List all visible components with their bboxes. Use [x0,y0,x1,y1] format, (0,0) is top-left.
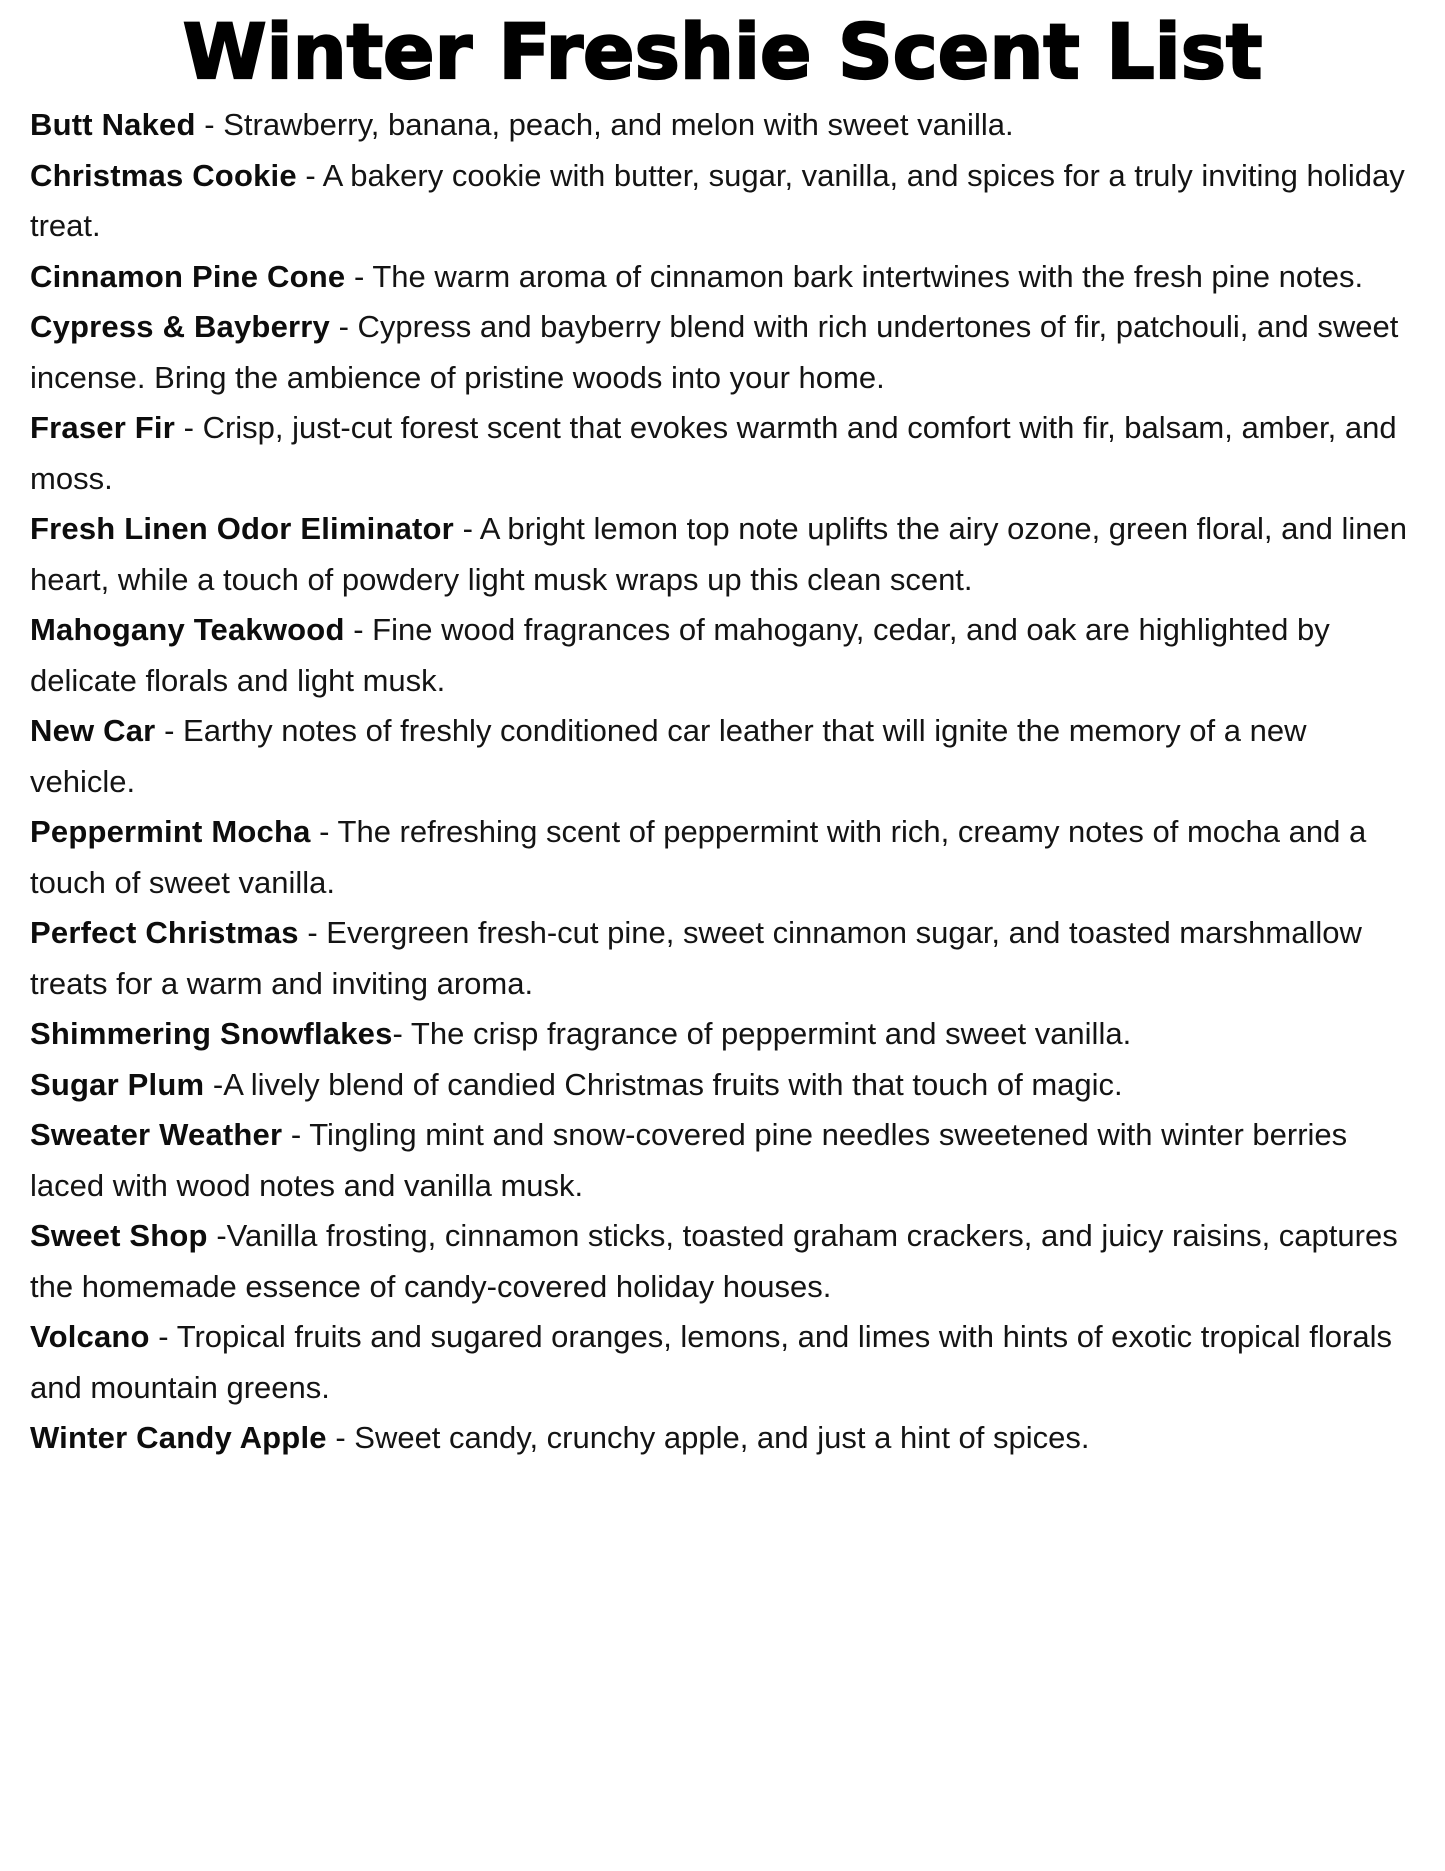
scent-separator: - [195,107,224,142]
scent-description: Earthy notes of freshly conditioned car leather that will ignite the memory of a new vehicle. [30,713,1307,799]
scent-separator: - [296,157,323,193]
scent-name: Perfect Christmas [30,915,299,951]
scent-description: Vanilla frosting, cinnamon sticks, toasted graham crackers, and juicy raisins, captures the homemade essence of candy-covered holiday houses. [30,1218,1398,1304]
scent-item [30,807,1417,908]
scent-separator: - [344,612,373,648]
scent-description: Strawberry, banana, peach, and melon with sweet vanilla. [223,107,1014,142]
scent-name: Butt Naked [30,107,196,142]
scent-separator: - [453,511,480,547]
scent-separator: - [310,814,338,850]
scent-name: Shimmering Snowflakes [30,1016,393,1052]
scent-name: Mahogany Teakwood [30,612,345,648]
scent-description: The crisp fragrance of peppermint and sweet vanilla. [410,1016,1132,1052]
scent-item [30,1413,1417,1464]
scent-name: Peppermint Mocha [30,814,311,850]
scent-item [30,302,1417,403]
scent-item [30,706,1417,807]
scent-name: Sweater Weather [30,1117,283,1153]
scent-item [30,908,1417,1009]
scent-description: Fine wood fragrances of mahogany, cedar, and oak are highlighted by delicate florals and light musk. [30,612,1330,698]
scent-separator: - [149,1319,177,1355]
scent-separator: - [282,1117,310,1153]
page-title: Winter Freshie Scent List [182,7,1263,96]
scent-item [30,100,1417,151]
scent-description: Evergreen fresh-cut pine, sweet cinnamon sugar, and toasted marshmallow treats for a warm and inviting aroma. [30,915,1362,1001]
scent-name: Christmas Cookie [30,157,297,193]
scent-item [30,1312,1417,1413]
scent-name: Cypress & Bayberry [30,309,330,345]
scent-description: Crisp, just-cut forest scent that evokes warmth and comfort with fir, balsam, amber, and moss. [30,410,1397,496]
scent-description: A lively blend of candied Christmas fruits with that touch of magic. [223,1066,1123,1102]
scent-separator: - [155,713,184,749]
scent-item [30,504,1417,605]
scent-separator: - [204,1066,224,1102]
scent-separator: - [207,1218,227,1254]
scent-separator: - [298,915,327,951]
scent-list [0,96,1445,1464]
scent-name: Sweet Shop [30,1218,208,1254]
scent-description: A bright lemon top note uplifts the airy ozone, green floral, and linen heart, while a touch of powdery light musk wraps up this clean scent. [30,511,1407,597]
scent-name: Winter Candy Apple [30,1420,327,1456]
scent-name: Cinnamon Pine Cone [30,258,346,294]
scent-description: Sweet candy, crunchy apple, and just a hint of spices. [354,1420,1090,1456]
scent-separator: - [326,1420,355,1456]
scent-item [30,1009,1417,1060]
scent-item [30,252,1417,303]
scent-name: New Car [30,713,156,749]
scent-name: Sugar Plum [30,1066,205,1102]
scent-description: Tropical fruits and sugared oranges, lemons, and limes with hints of exotic tropical florals and mountain greens. [30,1319,1392,1405]
scent-name: Fresh Linen Odor Eliminator [30,511,454,547]
scent-item [30,605,1417,706]
scent-name: Fraser Fir [30,410,176,446]
scent-separator: - [329,309,358,345]
scent-separator: - [345,258,373,294]
scent-item [30,403,1417,504]
scent-description: The warm aroma of cinnamon bark intertwines with the fresh pine notes. [372,258,1364,294]
scent-item [30,1060,1417,1111]
scent-item [30,151,1417,252]
scent-name: Volcano [30,1319,150,1355]
scent-description: Tingling mint and snow-covered pine needles sweetened with winter berries laced with wood notes and vanilla musk. [30,1117,1348,1203]
scent-description: A bakery cookie with butter, sugar, vanilla, and spices for a truly inviting holiday treat. [30,157,1405,244]
scent-description: The refreshing scent of peppermint with rich, creamy notes of mocha and a touch of sweet vanilla. [30,814,1367,900]
scent-item [30,1211,1417,1312]
scent-item [30,1110,1417,1211]
scent-separator: - [175,410,203,446]
scent-separator: - [392,1016,411,1052]
scent-description: Cypress and bayberry blend with rich undertones of fir, patchouli, and sweet incense. Bring the ambience of pristine woods into your home. [30,309,1399,395]
